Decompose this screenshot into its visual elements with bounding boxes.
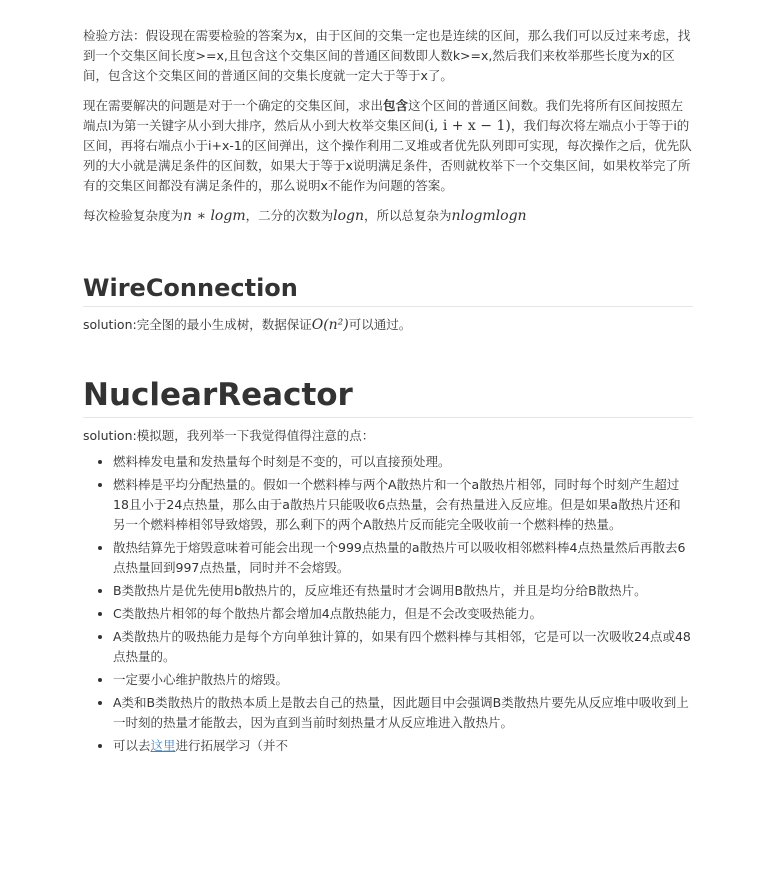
bold-text: 包含 [383, 98, 409, 113]
math-formula: O(n²) [311, 317, 349, 333]
math-formula: (i, i + x − 1) [423, 118, 511, 134]
here-link[interactable]: 这里 [150, 738, 176, 753]
paragraph-complexity [83, 206, 693, 226]
text: ，我们每次将左端点小于等于i的区间，再将右端点小于i+x-1的区间弹出，这个操作利用二叉堆或者优先队列即可实现，每次操作之后，优先队列的大小就是满足条件的区间数，如果大于等于x说明满足条件，否则就枚举下一个交集区间，如果枚举完了所有的交集区间都没有满足条件的，那么说明x不能作为问题的答案。 [83, 118, 692, 193]
notes-list [83, 452, 693, 756]
heading-wireconnection: WireConnection [83, 272, 693, 307]
text: solution:完全图的最小生成树，数据保证 [83, 317, 312, 332]
list-item [113, 736, 693, 756]
list-item: • B类散热片是优先使用b散热片的，反应堆还有热量时才会调用B散热片，并且是均分给B散热片。 [113, 581, 693, 601]
text: 可以去 [113, 738, 151, 753]
article [83, 26, 693, 759]
text: 可以通过。 [348, 317, 412, 332]
text: 进行拓展学习（并不 [175, 738, 289, 753]
math-formula: logn [333, 208, 364, 224]
math-formula: nlogmlogn [451, 208, 527, 224]
paragraph-check-method: 检验方法：假设现在需要检验的答案为x，由于区间的交集一定也是连续的区间，那么我们可以反过来考虑，找到一个交集区间长度>=x,且包含这个交集区间的普通区间数即人数k>=x,然后我们来枚举那些长度为x的区间，包含这个交集区间的普通区间的交集长度就一定大于等于x了。 [83, 28, 691, 83]
text: 这个区间的普通区间数。我们先将所有区间按照左端点l为第一关键字从小到大排序，然后从小到大枚举交集区间 [83, 98, 684, 133]
text: ，二分的次数为 [245, 208, 334, 223]
text: 每次检验复杂度为 [83, 208, 184, 223]
heading-nuclearreactor: NuclearReactor [83, 375, 693, 418]
list-item: • C类散热片相邻的每个散热片都会增加4点散热能力，但是不会改变吸热能力。 [113, 604, 693, 624]
text: 现在需要解决的问题是对于一个确定的交集区间，求出 [83, 98, 384, 113]
list-item: • A类和B类散热片的散热本质上是散去自己的热量，因此题目中会强调B类散热片要先从反应堆中吸收到上一时刻的热量才能散去，因为直到当前时刻热量才从反应堆进入散热片。 [113, 693, 693, 733]
paragraph-wire-solution [83, 315, 693, 335]
paragraph-interval-count [83, 96, 693, 196]
list-item: • 燃料棒发电量和发热量每个时刻是不变的，可以直接预处理。 [113, 452, 693, 472]
list-item: • A类散热片的吸热能力是每个方向单独计算的，如果有四个燃料棒与其相邻，它是可以一次吸收24点或48点热量的。 [113, 627, 693, 667]
paragraph-nuclear-intro: solution:模拟题，我列举一下我觉得值得注意的点： [83, 428, 375, 443]
math-formula: n ∗ logm [183, 208, 246, 224]
list-item: • 一定要小心维护散热片的熔毁。 [113, 670, 693, 690]
list-item: • 燃料棒是平均分配热量的。假如一个燃料棒与两个A散热片和一个a散热片相邻，同时每个时刻产生超过18且小于24点热量，那么由于a散热片只能吸收6点热量，会有热量进入反应堆。但是如果a散热片还和另一个燃料棒相邻导致熔毁，那么剩下的两个A散热片反而能完全吸收前一个燃料棒的热量。 [113, 475, 693, 535]
text: ，所以总复杂为 [364, 208, 452, 223]
list-item: • 散热结算先于熔毁意味着可能会出现一个999点热量的a散热片可以吸收相邻燃料棒4点热量然后再散去6点热量回到997点热量，同时并不会熔毁。 [113, 538, 693, 578]
